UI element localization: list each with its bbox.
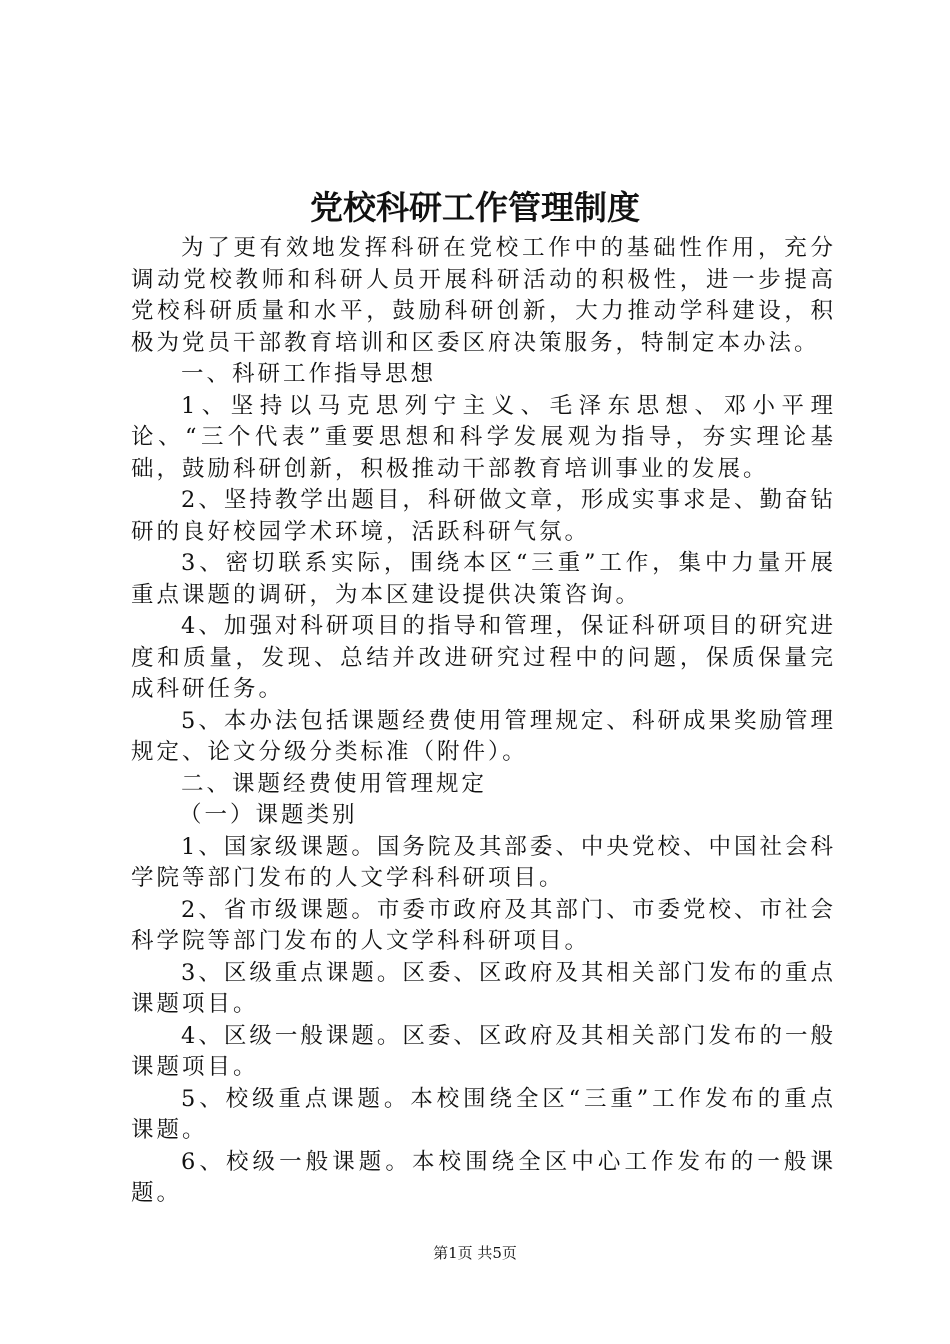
category-item-4: 4、区级一般课题。区委、区政府及其相关部门发布的一般课题项目。 [131, 1022, 836, 1080]
category-item-1: 1、国家级课题。国务院及其部委、中央党校、中国社会科学院等部门发布的人文学科科研项目。 [131, 833, 836, 891]
intro-paragraph: 为了更有效地发挥科研在党校工作中的基础性作用，充分调动党校教师和科研人员开展科研活动的积极性，进一步提高党校科研质量和水平，鼓励科研创新，大力推动学科建设，积极为党员干部教育培训和区委区府决策服务，特制定本办法。 [131, 235, 836, 356]
category-item-5: 5、校级重点课题。本校围绕全区“三重”工作发布的重点课题。 [131, 1085, 836, 1143]
page-footer: 第1页 共5页 [433, 1244, 517, 1262]
category-item-2: 2、省市级课题。市委市政府及其部门、市委党校、市社会科学院等部门发布的人文学科科研项目。 [131, 896, 836, 954]
category-item-6: 6、校级一般课题。本校围绕全区中心工作发布的一般课题。 [131, 1148, 836, 1206]
paragraph-item-4: 4、加强对科研项目的指导和管理，保证科研项目的研究进度和质量，发现、总结并改进研究过程中的问题，保质保量完成科研任务。 [131, 613, 836, 702]
paragraph-item-5: 5、本办法包括课题经费使用管理规定、科研成果奖励管理规定、论文分级分类标准（附件）。 [131, 707, 836, 765]
paragraph-item-2: 2、坚持教学出题目，科研做文章，形成实事求是、勤奋钻研的良好校园学术环境，活跃科研气氛。 [131, 487, 836, 545]
paragraph-item-3: 3、密切联系实际，围绕本区“三重”工作，集中力量开展重点课题的调研，为本区建设提供决策咨询。 [131, 550, 836, 608]
section-heading-2: 二、课题经费使用管理规定 [181, 770, 488, 797]
document-body [131, 233, 836, 1210]
document-title: 党校科研工作管理制度 [310, 188, 640, 227]
subsection-heading: （一）课题类别 [179, 802, 358, 828]
category-item-3: 3、区级重点课题。区委、区政府及其相关部门发布的重点课题项目。 [131, 959, 836, 1017]
paragraph-item-1: 1、坚持以马克思列宁主义、毛泽东思想、邓小平理论、“三个代表”重要思想和科学发展观为指导，夯实理论基础，鼓励科研创新，积极推动干部教育培训事业的发展。 [131, 392, 836, 482]
section-heading-1: 一、科研工作指导思想 [181, 361, 437, 387]
